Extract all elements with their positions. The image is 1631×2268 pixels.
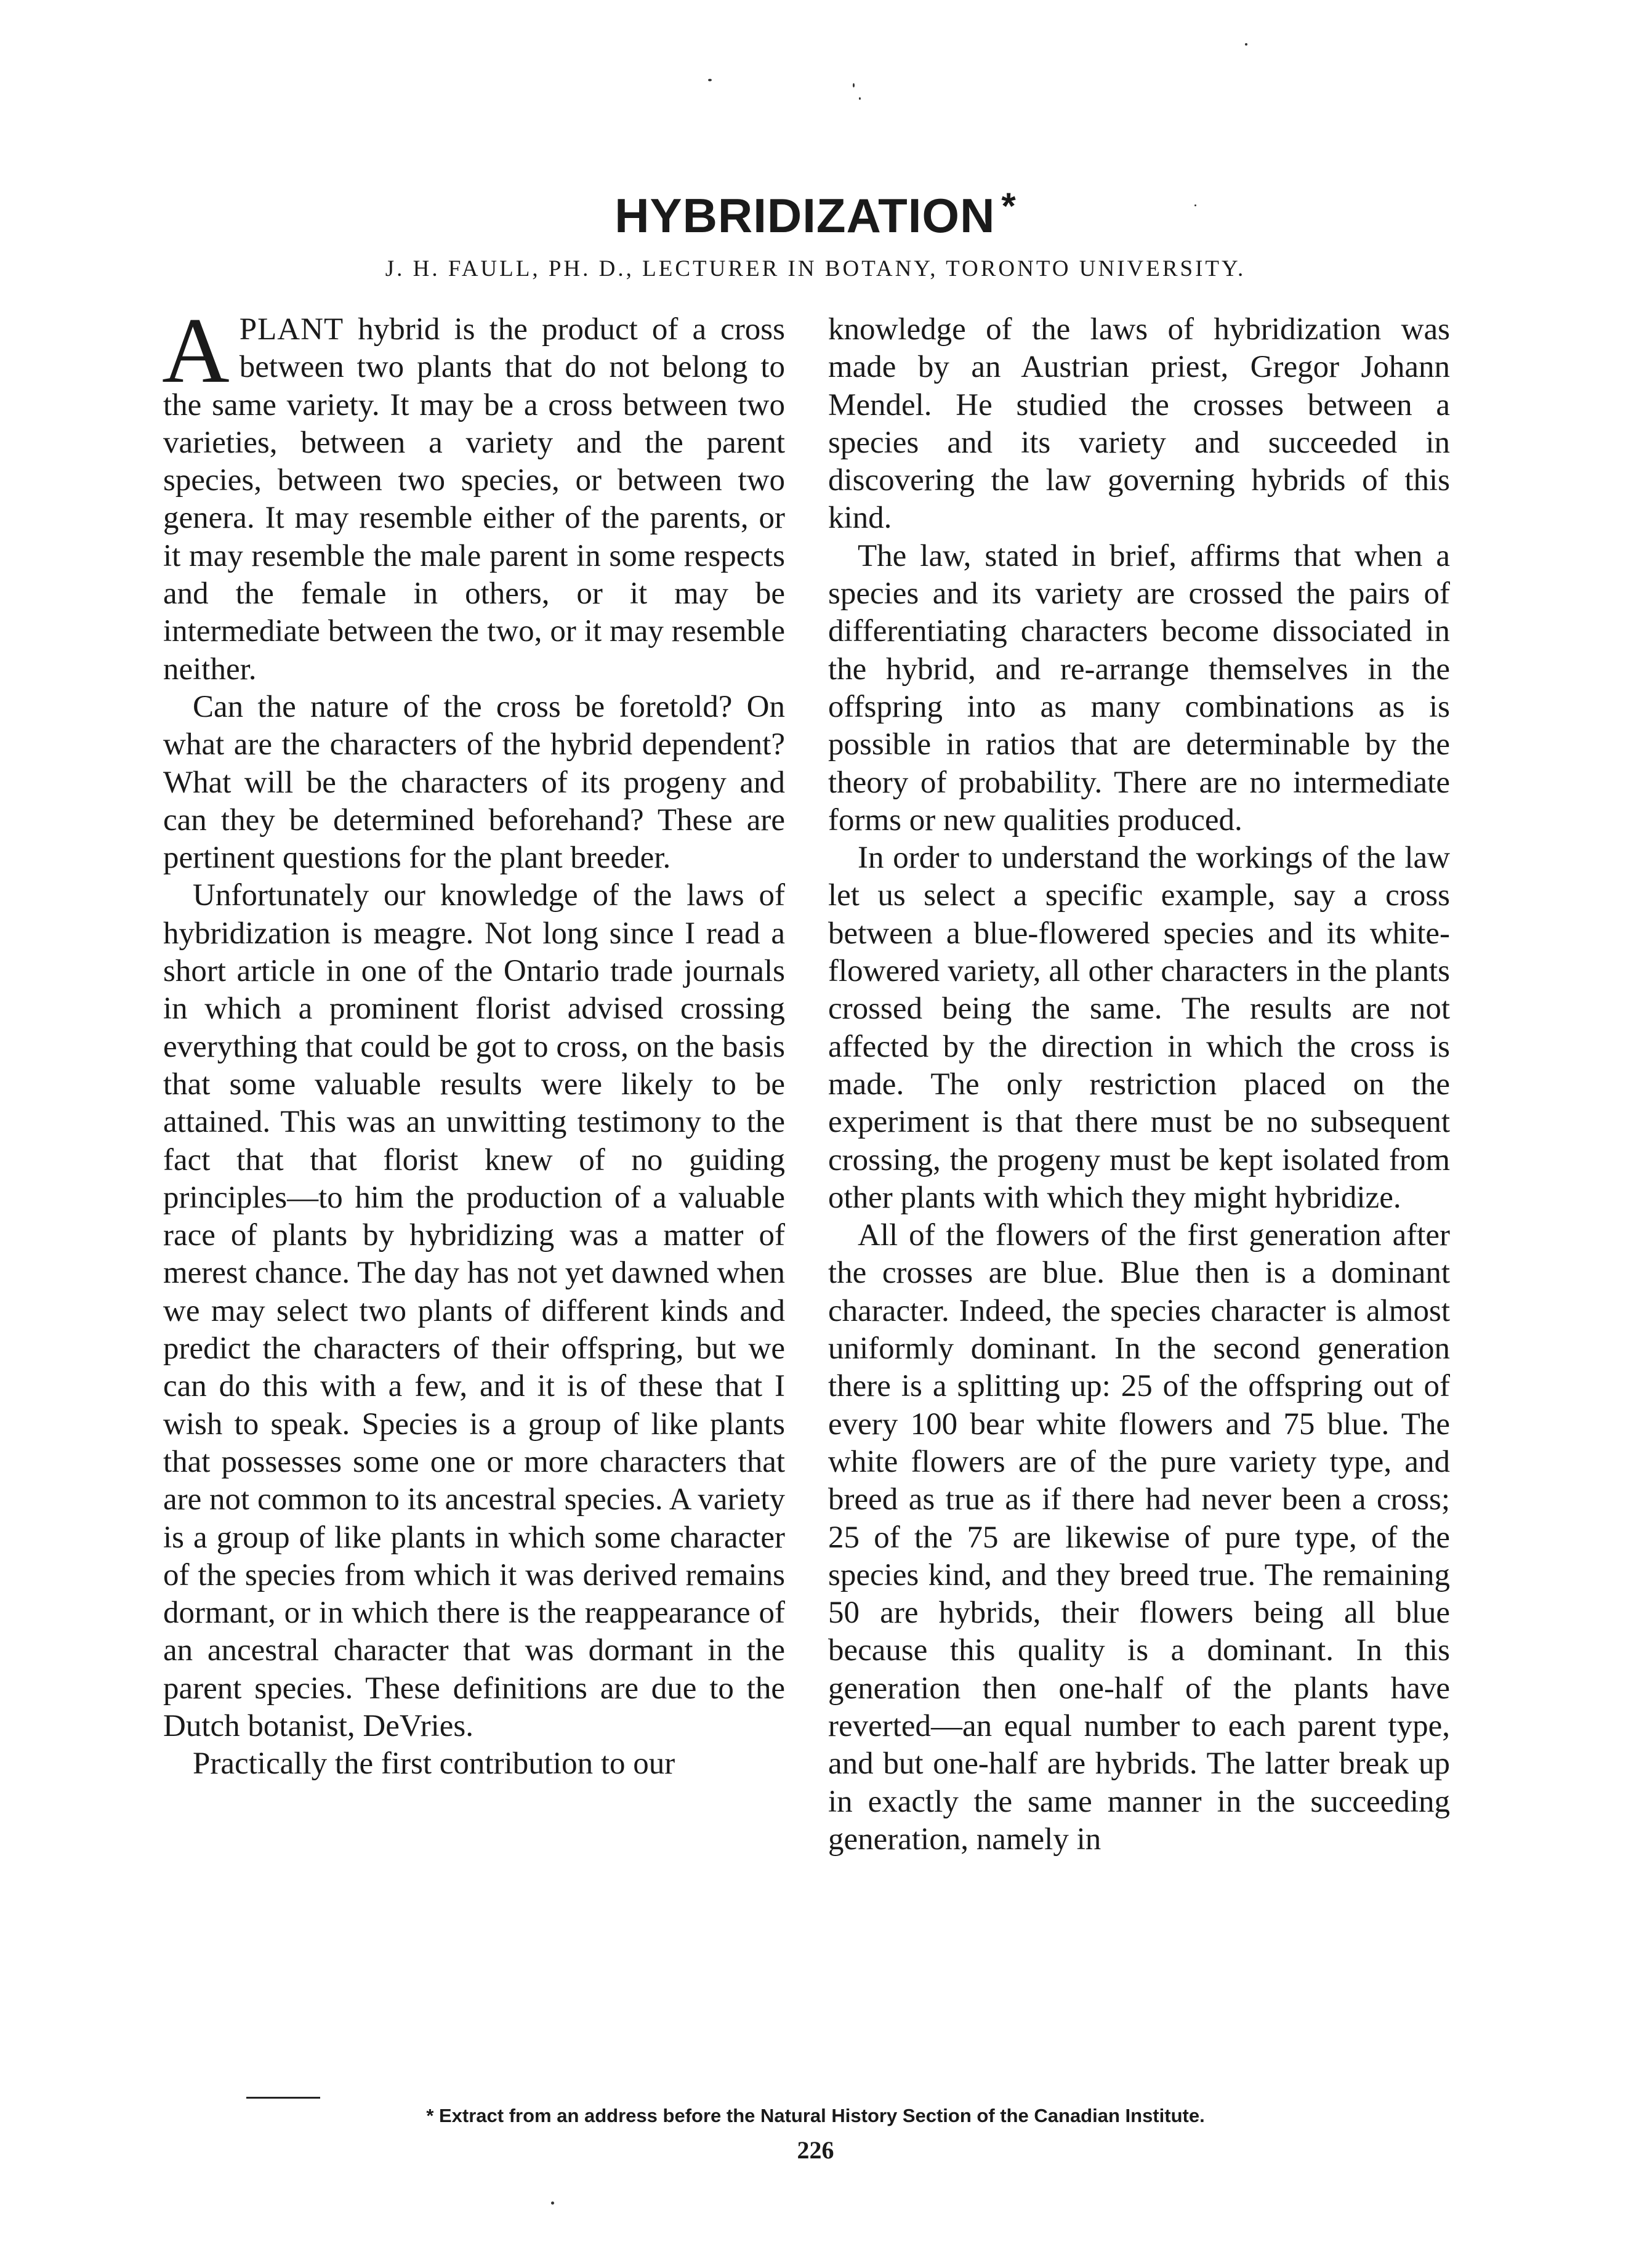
paragraph-law: The law, stated in brief, affirms that when a species and its variety are crossed the pairs of differentiating characters become dissociated in the hybrid, and re-arrange themselves in the offspring into as many combinations as is possible in ratios that are determinable by the theory of probability. There are no intermediate forms or new qualities produced. [828, 538, 1450, 837]
paragraph-mendel: knowledge of the laws of hybridization was made by an Austrian priest, Gregor Johann Mendel. He studied the crosses between a species and its variety and succeeded in discovering the law governing hybrids of this kind. [828, 312, 1450, 536]
page-number: 226 [797, 2136, 834, 2164]
author-byline: J. H. FAULL, PH. D., LECTURER IN BOTANY, TORONTO UNIVERSITY. [385, 256, 1246, 281]
opening-text: hybrid is the product of a cross between two plants that do not belong to the same variety. It may be a cross between two varieties, between a variety and the parent species, between two species, or between two genera. It may resemble either of the parents, or it may resemble the male parent in some respects and the female in others, or it may be intermediate between the two, or it may resemble neither. [163, 312, 785, 687]
paragraph-generations: All of the flowers of the first generation after the crosses are blue. Blue then is a dominant character. Indeed, the species character is almost uniformly dominant. In the second generation there is a splitting up: 25 of the offspring out of every 100 bear white flowers and 75 blue. The white flowers are of the pure variety type, and breed as true as if there had never been a cross; 25 of the 75 are likewise of pure type, of the species kind, and they breed true. The remaining 50 are hybrids, their flowers being all blue because this quality is a dominant. In this generation then one-half of the plants have reverted—an equal number to each parent type, and but one-half are hybrids. The latter break up in exactly the same manner in the succeeding generation, namely in [828, 1218, 1450, 1857]
footnote: * Extract from an address before the Natural History Section of the Canadian Institute. [426, 2105, 1205, 2126]
title-text: HYBRIDIZATION [614, 188, 996, 243]
left-column [162, 299, 785, 1783]
footnote-divider [246, 2097, 320, 2099]
paragraph-first-contribution: Practically the first contribution to our [193, 1746, 675, 1782]
drop-cap: A [162, 299, 230, 402]
right-column [828, 311, 1450, 1858]
article-title [0, 185, 1631, 244]
paragraph-knowledge: Unfortunately our knowledge of the laws of hybridization is meagre. Not long since I read a short article in one of the Ontario trade journals in which a prominent florist advised crossing everything that could be got to cross, on the basis that some valuable results were likely to be attained. This was an unwitting testimony to the fact that that florist knew of no guiding principles—to him the production of a valuable race of plants by hybridizing was a matter of merest chance. The day has not yet dawned when we may select two plants of different kinds and predict the characters of their offspring, but we can do this with a few, and it is of these that I wish to speak. Species is a group of like plants that possesses some one or more characters that are not common to its ancestral species. A variety is a group of like plants in which some character of the species from which it was derived remains dormant, or in which there is the reappearance of an ancestral character that was dormant in the parent species. These definitions are due to the Dutch botanist, DeVries. [163, 878, 785, 1743]
title-footnote-mark: * [1001, 185, 1017, 227]
paragraph-questions: Can the nature of the cross be foretold? On what are the characters of the hybrid dependent? What will be the characters of its progeny and can they be determined beforehand? These are pertinent questions for the plant breeder. [163, 689, 785, 876]
opening-smallcaps: PLANT [239, 312, 344, 347]
paragraph-example: In order to understand the workings of the law let us select a specific example, say a cross between a blue-flowered species and its white-flowered variety, all other characters in the plants crossed being the same. The results are not affected by the direction in which the cross is made. The only restriction placed on the experiment is that there must be no subsequent crossing, the progeny must be kept isolated from other plants with which they might hybridize. [828, 841, 1450, 1215]
opening-paragraph [162, 299, 785, 688]
